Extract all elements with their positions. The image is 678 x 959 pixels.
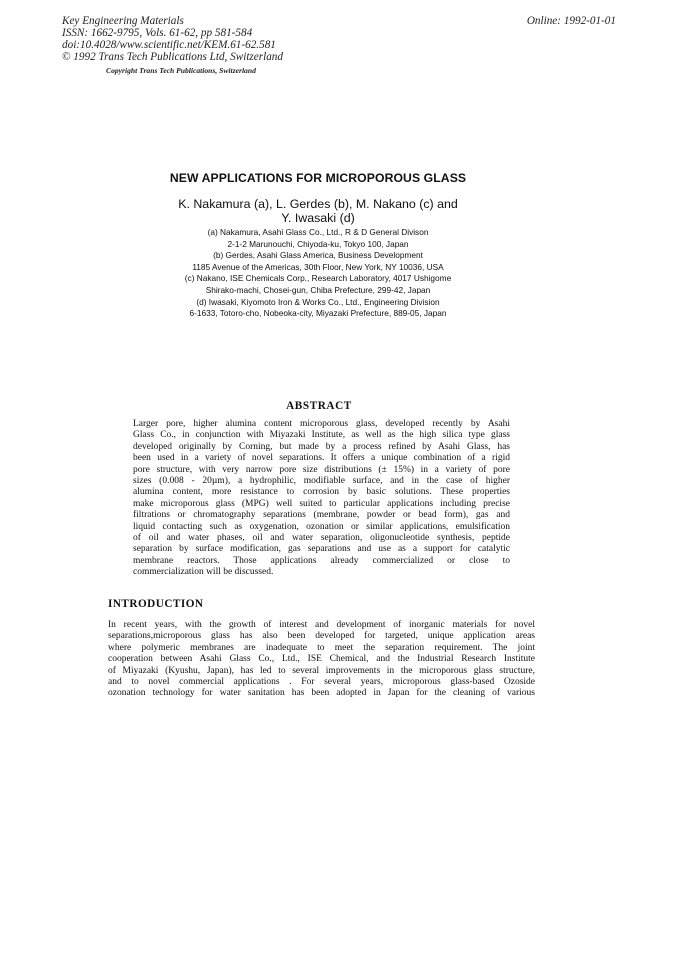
- affiliation-line: 1185 Avenue of the Americas, 30th Floor, New York, NY 10036, USA: [192, 261, 444, 272]
- abstract-line: liquid contacting such as oxygenation, ozonation or similar applications, emulsification: [133, 521, 510, 532]
- abstract-line: separation by surface modification, gas separations and use as a support for catalytic: [133, 544, 510, 555]
- abstract-line: been used in a variety of novel separations. It offers a unique combination of a rigid: [133, 453, 510, 464]
- publisher-line: © 1992 Trans Tech Publications Ltd, Switzerland: [62, 51, 283, 63]
- abstract-text: [133, 419, 510, 579]
- introduction-line: where polymeric membranes are inadequate to meet the separation requirement. The joint: [108, 642, 535, 653]
- abstract-line: filtrations or chromatography separations (membrane, powder or bead form), gas and: [133, 510, 510, 521]
- online-date: Online: 1992-01-01: [526, 15, 616, 27]
- abstract-line: make microporous glass (MPG) well suited to particular applications including precise: [133, 498, 510, 509]
- author-line: K. Nakamura (a), L. Gerdes (b), M. Nakano (c) and: [178, 197, 458, 211]
- affiliation-list: [0, 227, 636, 320]
- journal-meta: [62, 15, 283, 63]
- introduction-line: and to novel commercial applications . For several years, microporous glass-based Ozoside: [108, 677, 535, 688]
- introduction-line: separations,microporous glass has also been developed for targeted, unique application areas: [108, 631, 535, 642]
- abstract-line: Glass Co., in conjunction with Miyazaki Institute, as well as the high silica type glass: [133, 430, 510, 441]
- affiliation-line: 2-1-2 Marunouchi, Chiyoda-ku, Tokyo 100, Japan: [227, 238, 409, 249]
- abstract-line: commercialization will be discussed.: [133, 567, 274, 578]
- introduction-line: cooperation between Asahi Glass Co., Ltd., ISE Chemical, and the Industrial Research Institute: [108, 654, 535, 665]
- affiliation-line: (a) Nakamura, Asahi Glass Co., Ltd., R & D General Divison: [207, 227, 429, 237]
- doi-line[interactable]: doi:10.4028/www.scientific.net/KEM.61-62.581: [62, 39, 276, 51]
- affiliation-line: 6-1633, Totoro-cho, Nobeoka-city, Miyazaki Prefecture, 889-05, Japan: [189, 308, 447, 319]
- introduction-line: In recent years, with the growth of interest and development of inorganic materials for novel: [108, 620, 535, 630]
- introduction-line: ozonation technology for water sanitation has been adopted in Japan for the cleaning of various: [108, 688, 535, 699]
- copyright-line: Copyright Trans Tech Publications, Switzerland: [106, 66, 256, 75]
- abstract-line: membrane reactors. Those applications already commercialized or close to: [133, 555, 510, 566]
- introduction-heading: INTRODUCTION: [108, 598, 204, 610]
- introduction-line: of Miyazaki (Kyushu, Japan), has led to several improvements in the microporous glass structure,: [108, 665, 535, 676]
- abstract-line: of oil and water phases, oil and water separation, oligonucleotide synthesis, peptide: [133, 533, 510, 544]
- affiliation-line: (c) Nakano, ISE Chemicals Corp., Research Laboratory, 4017 Ushigome: [184, 273, 452, 284]
- introduction-text: [108, 620, 535, 700]
- abstract-line: sizes (0.008 - 20µm), a hydrophilic, modifiable surface, and in the case of higher: [133, 476, 510, 487]
- abstract-line: Larger pore, higher alumina content microporous glass, developed recently by Asahi: [133, 419, 510, 429]
- author-list: [0, 197, 636, 225]
- affiliation-line: (d) Iwasaki, Kiyomoto Iron & Works Co., Ltd., Engineering Division: [196, 296, 440, 307]
- abstract-line: alumina content, more resistance to corrosion by basic solutions. These properties: [133, 487, 510, 498]
- abstract-line: pore structure, with very narrow pore size distributions (± 15%) in a variety of pore: [133, 464, 510, 475]
- issn-line: ISSN: 1662-9795, Vols. 61-62, pp 581-584: [62, 27, 253, 39]
- abstract-heading: ABSTRACT: [286, 400, 352, 412]
- affiliation-line: Shirako-machi, Chosei-gun, Chiba Prefecture, 299-42, Japan: [205, 284, 431, 295]
- journal-name: Key Engineering Materials: [62, 15, 184, 27]
- abstract-line: developed originally by Corning, but made by a process refined by Asahi Glass, has: [133, 441, 510, 452]
- affiliation-line: (b) Gerdes, Asahi Glass America, Business Development: [213, 250, 423, 261]
- author-line: Y. Iwasaki (d): [281, 211, 355, 225]
- paper-title: NEW APPLICATIONS FOR MICROPOROUS GLASS: [169, 171, 467, 185]
